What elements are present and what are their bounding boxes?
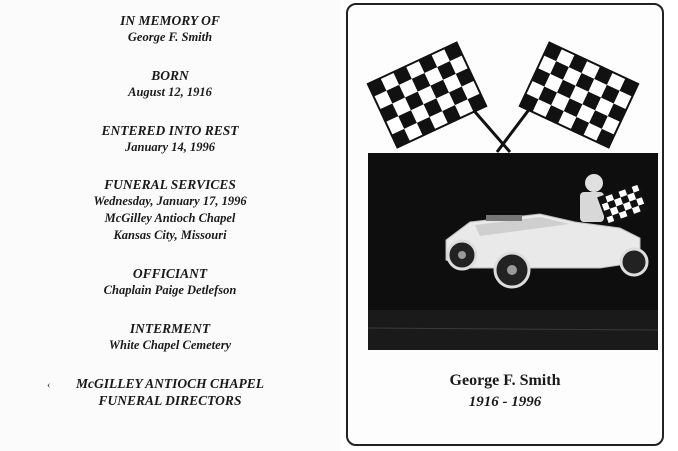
birth-date: August 12, 1916	[128, 85, 212, 99]
rest-heading: ENTERED INTO REST	[101, 123, 239, 138]
checkered-flag-icon	[368, 43, 486, 148]
officiant-name: Chaplain Paige Detlefson	[103, 283, 237, 297]
services-place: McGilley Antioch Chapel	[104, 211, 236, 225]
cemetery-name: White Chapel Cemetery	[108, 338, 232, 352]
death-date: January 14, 1996	[125, 140, 215, 154]
services-date: Wednesday, January 17, 1996	[93, 194, 247, 208]
directors-line-1: McGILLEY ANTIOCH CHAPEL	[75, 376, 264, 391]
checkered-flag-icon	[520, 43, 638, 148]
services-city: Kansas City, Missouri	[113, 228, 227, 242]
directors-line-2: FUNERAL DIRECTORS	[98, 393, 242, 408]
in-memory-heading: IN MEMORY OF	[120, 13, 220, 28]
cover-name: George F. Smith	[449, 372, 561, 389]
interment-heading: INTERMENT	[129, 321, 211, 336]
cover-years: 1916 - 1996	[468, 394, 542, 410]
bullet-mark: ‹	[47, 380, 51, 391]
services-heading: FUNERAL SERVICES	[104, 177, 236, 192]
deceased-name: George F. Smith	[127, 30, 213, 44]
born-heading: BORN	[151, 68, 189, 83]
race-car-photo	[368, 153, 658, 350]
officiant-heading: OFFICIANT	[132, 266, 208, 281]
